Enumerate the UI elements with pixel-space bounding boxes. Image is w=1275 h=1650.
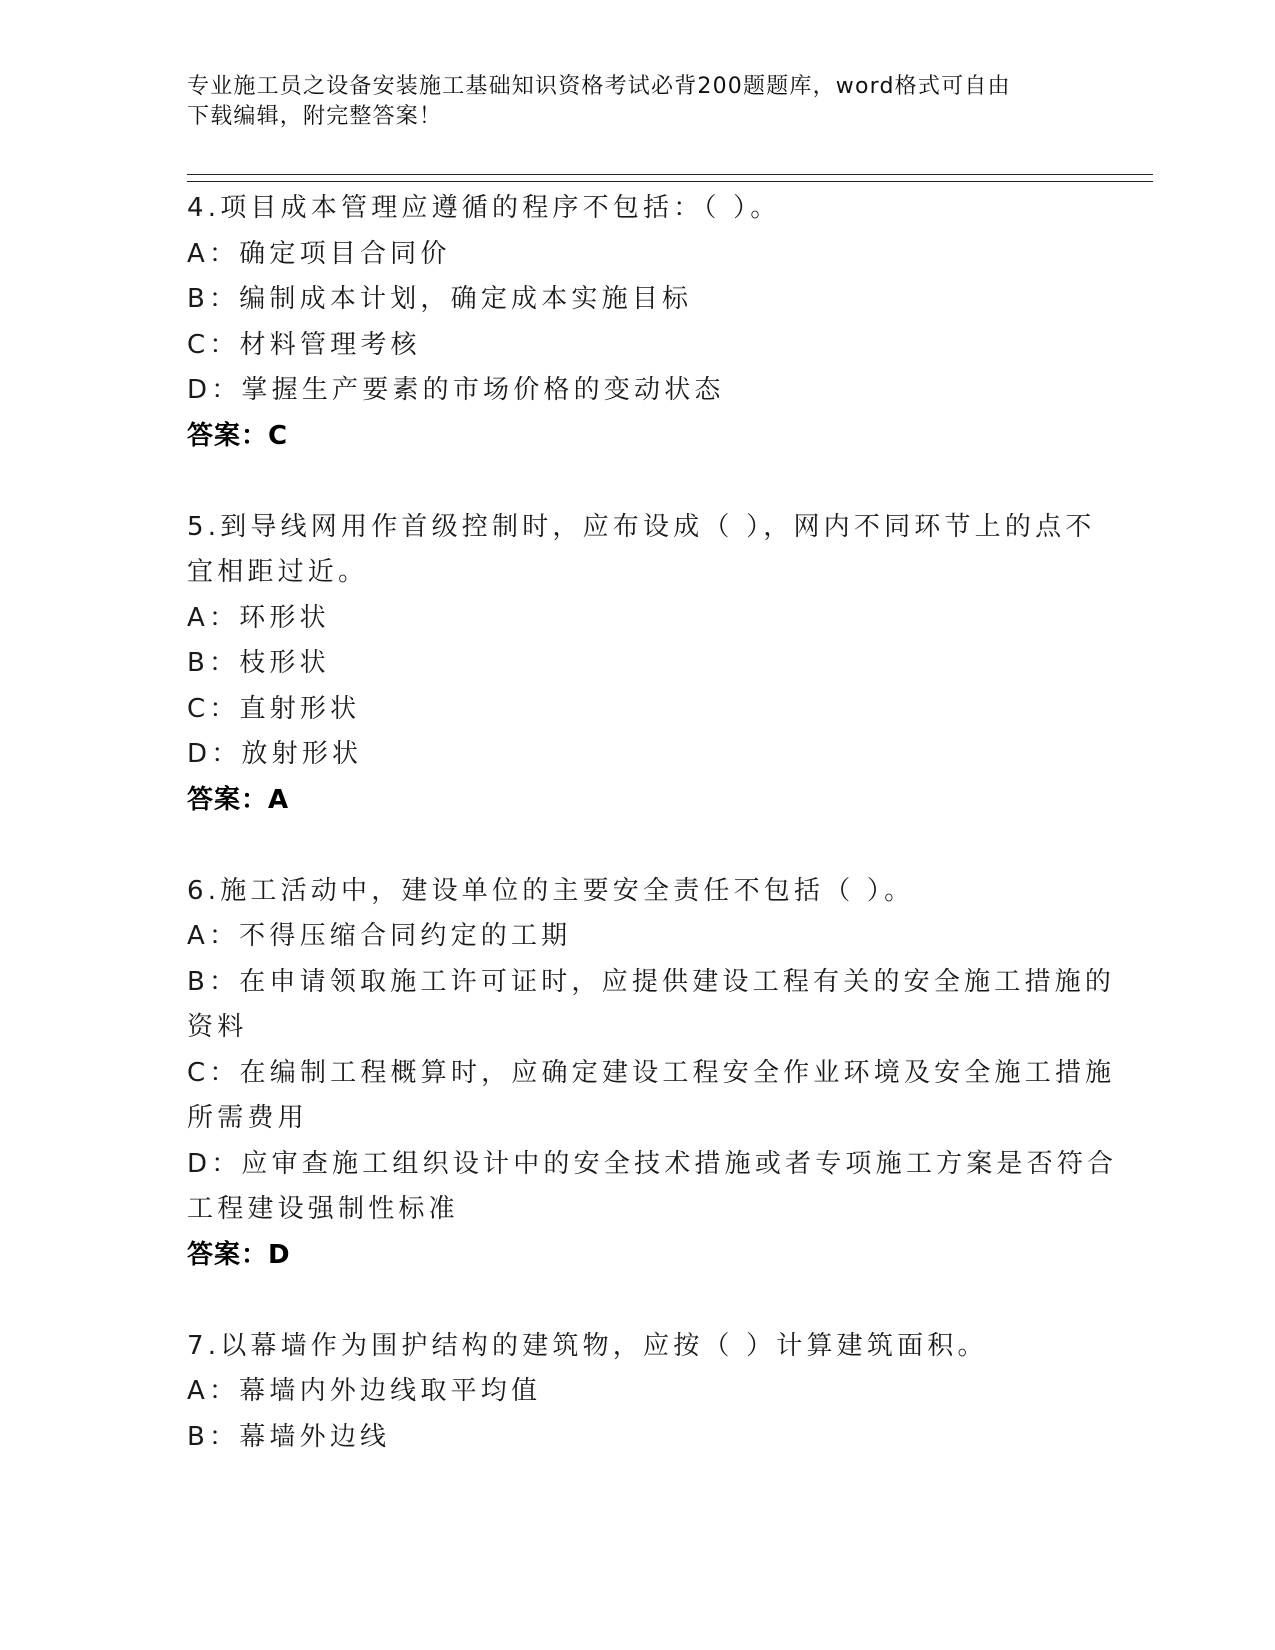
question-5 [187,505,1096,824]
option-d: D：掌握生产要素的市场价格的变动状态 [187,375,725,405]
option-d-continued: 工程建设强制性标准 [187,1194,459,1224]
question-stem: 5.到导线网用作首级控制时，应布设成（ ），网内不同环节上的点不 [187,511,1096,542]
question-stem: 7.以幕墙作为围护结构的建筑物，应按（ ）计算建筑面积。 [187,1330,988,1361]
option-d: D：应审查施工组织设计中的安全技术措施或者专项施工方案是否符合 [187,1148,1118,1179]
question-stem: 4.项目成本管理应遵循的程序不包括：（ ）。 [187,193,781,223]
header-line-2: 下载编辑，附完整答案！ [187,104,443,129]
option-b: B：在申请领取施工许可证时，应提供建设工程有关的安全施工措施的 [187,966,1116,997]
header-divider-top [187,174,1153,175]
question-7 [187,1324,1082,1461]
question-6 [187,869,1118,1279]
option-d: D：放射形状 [187,739,363,769]
question-stem: 6.施工活动中，建设单位的主要安全责任不包括（ ）。 [187,875,915,906]
option-b: B：编制成本计划，确定成本实施目标 [187,284,693,314]
option-b-continued: 资料 [187,1012,248,1042]
option-b: B：枝形状 [187,648,330,678]
option-a: A：不得压缩合同约定的工期 [187,921,572,951]
option-a: A：环形状 [187,602,330,633]
question-4 [187,186,1082,459]
option-b: B：幕墙外边线 [187,1421,391,1452]
answer: 答案：D [187,1239,291,1270]
question-list [187,186,1118,1506]
option-a: A：幕墙内外边线取平均值 [187,1376,542,1406]
header-divider-bottom [187,181,1153,182]
document-header [187,72,1067,132]
header-line-1: 专业施工员之设备安装施工基础知识资格考试必背200题题库，word格式可自由 [187,74,1011,99]
option-c: C：在编制工程概算时，应确定建设工程安全作业环境及安全施工措施 [187,1057,1116,1088]
option-c: C：材料管理考核 [187,329,421,360]
option-c: C：直射形状 [187,693,361,724]
question-stem-continued: 宜相距过近。 [187,557,369,587]
answer: 答案：C [187,420,289,451]
answer: 答案：A [187,784,290,815]
option-c-continued: 所需费用 [187,1103,308,1133]
option-a: A：确定项目合同价 [187,238,451,269]
